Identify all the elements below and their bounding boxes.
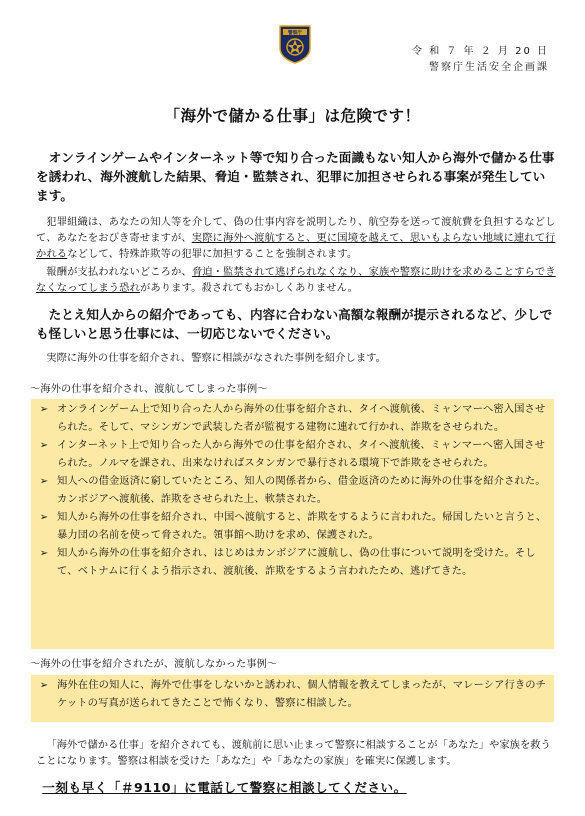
explanation-paragraph-1 (36, 214, 556, 262)
issue-date: 令 和 ７ 年 ２ 月 20 日 (412, 46, 549, 57)
arrowhead-bullet-icon: ➢ (39, 404, 49, 415)
case-text: 海外在住の知人に、海外で仕事をしないかと誘われ、個人情報を教えてしまったが、マレーシア行きのチケットの写真が送られてきたことで怖くなり、警察に相談した。 (57, 679, 547, 709)
list-item (31, 401, 548, 436)
arrowhead-bullet-icon: ➢ (39, 680, 49, 691)
warning-paragraph: たとえ知人からの紹介であっても、内容に合わない高額な報酬が提示されるなど、少しでも怪しいと思う仕事には、一切応じないでください。 (36, 307, 553, 341)
explanation-paragraph-2 (36, 264, 556, 296)
call-to-action: 一刻も早く「＃9110」に電話して警察に相談してください。 (42, 780, 407, 795)
para1-text-a: 犯罪組織は、あなたの知人等を介して、偽の仕事内容を説明したり、航空券を送って渡航費を負担するなどして、あなたをおびき寄せますが、 (36, 216, 556, 244)
issuing-department: 警察庁生活安全企画課 (429, 62, 549, 73)
section-label-not-travelled: ～海外の仕事を紹介されたが、渡航しなかった事例～ (30, 658, 278, 670)
para2-text-b: があります。殺されてもおかしくありません。 (139, 282, 359, 294)
section-label-travelled: ～海外の仕事を紹介され、渡航してしまった事例～ (30, 383, 268, 395)
arrowhead-bullet-icon: ➢ (39, 548, 49, 559)
page-title: 「海外で儲かる仕事」は危険です！ (164, 107, 421, 125)
case-list-not-travelled (31, 675, 554, 722)
case-list-travelled (31, 399, 554, 649)
para1-text-b: などして、特殊詐欺等の犯罪に加担することを強制されます。 (67, 248, 358, 260)
list-item (31, 677, 548, 712)
case-text: 知人から海外の仕事を紹介され、中国へ渡航すると、詐欺をするように言われた。帰国したいと言うと、暴力団の名前を使って脅された。領事館へ助けを求め、保護された。 (57, 511, 547, 541)
case-text: オンラインゲーム上で知り合った人から海外の仕事を紹介され、タイへ渡航後、ミャンマーへ密入国させられた。そして、マシンガンで武装した者が監視する建物に連れて行かれ、詐欺をさせられた。 (57, 403, 546, 433)
arrowhead-bullet-icon: ➢ (39, 440, 49, 451)
cases-intro: 実際に海外の仕事を紹介され、警察に相談がなされた事例を紹介します。 (46, 352, 386, 364)
arrowhead-bullet-icon: ➢ (39, 476, 49, 487)
para1-underlined: 実際に海外へ渡航すると、更に国境を越えて、思いもよらない地域に連れて行かれる (36, 232, 556, 260)
case-text: 知人への借金返済に窮していたところ、知人の関係者から、借金返済のために海外の仕事を紹介された。カンボジアへ渡航後、詐欺をさせられた上、軟禁された。 (57, 475, 546, 505)
emblem-label: 警察庁 (288, 31, 302, 36)
list-item (31, 509, 548, 544)
list-item (31, 545, 548, 580)
list-item (31, 437, 548, 472)
para2-text-a: 報酬が支払われないどころか、 (46, 266, 192, 278)
arrowhead-bullet-icon: ➢ (39, 512, 49, 523)
date-block (412, 44, 549, 76)
case-text: インターネット上で知り合った人から海外での仕事を紹介され、タイへ渡航後、ミャンマーへ密入国させられた。ノルマを課され、出来なければスタンガンで暴行される環境下で詐欺をさせられた。 (57, 439, 545, 469)
case-text: 知人から海外の仕事を紹介され、はじめはカンボジアに渡航し、偽の仕事について説明を受けた。そして、ベトナムに行くよう指示され、渡航後、詐欺をするよう言われたため、逃げてきた。 (57, 547, 536, 577)
closing-paragraph: 「海外で儲かる仕事」を紹介されても、渡航前に思い止まって警察に相談することが「あなた」や家族を救うことになります。警察は相談を受けた「あなた」や「あなたの家族」を確実に保護します。 (36, 739, 551, 767)
para2-underlined: 脅迫・監禁されて逃げられなくなり、家族や警察に助けを求めることすらできなくなってしまう恐れ (36, 266, 556, 294)
lead-paragraph: オンラインゲームやインターネット等で知り合った面識もない知人から海外で儲かる仕事を誘われ、海外渡航した結果、脅迫・監禁され、犯罪に加担させられる事案が発生しています。 (36, 150, 555, 203)
list-item (31, 473, 548, 508)
police-emblem-icon (278, 24, 312, 64)
